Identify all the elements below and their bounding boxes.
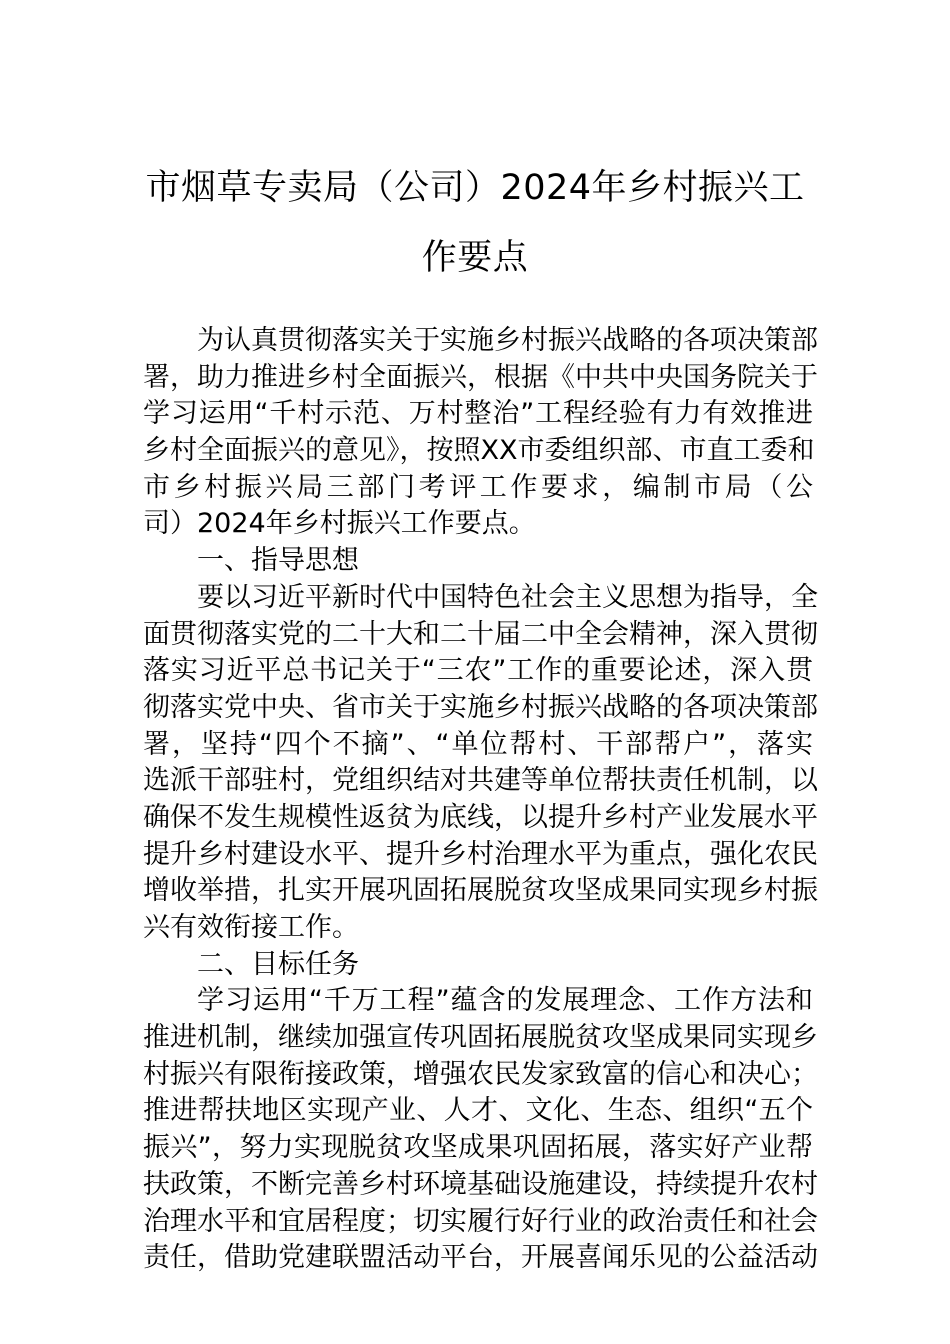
target-tasks-line: 推进帮扶地区实现产业、人才、文化、生态、组织“五个 <box>143 1095 813 1127</box>
intro-paragraph-line: 为认真贯彻落实关于实施乡村振兴战略的各项决策部 <box>197 325 818 356</box>
target-tasks-line: 振兴”，努力实现脱贫攻坚成果巩固拓展，落实好产业帮 <box>143 1132 813 1164</box>
intro-paragraph-line: 署，助力推进乡村全面振兴，根据《中共中央国务院关于 <box>143 361 818 393</box>
guiding-thought-line: 确保不发生规模性返贫为底线，以提升乡村产业发展水平 <box>143 801 818 833</box>
target-tasks-line: 治理水平和宜居程度；切实履行好行业的政治责任和社会 <box>143 1205 818 1237</box>
intro-paragraph-line: 司）2024年乡村振兴工作要点。 <box>143 508 536 540</box>
document-title-line-2: 作要点 <box>421 238 529 278</box>
intro-paragraph-line: 乡村全面振兴的意见》，按照XX市委组织部、市直工委和 <box>143 435 815 467</box>
guiding-thought-line: 选派干部驻村，党组织结对共建等单位帮扶责任机制，以 <box>143 765 818 797</box>
intro-paragraph-line: 学习运用“千村示范、万村整治”工程经验有力有效推进 <box>143 398 813 430</box>
guiding-thought-line: 落实习近平总书记关于“三农”工作的重要论述，深入贯 <box>143 655 813 687</box>
target-tasks-line: 扶政策，不断完善乡村环境基础设施建设，持续提升农村 <box>143 1168 818 1200</box>
guiding-thought-line: 署，坚持“四个不摘”、“单位帮村、干部帮户”，落实 <box>143 728 813 760</box>
guiding-thought-line: 提升乡村建设水平、提升乡村治理水平为重点，强化农民 <box>143 838 818 870</box>
section-heading-target-tasks: 二、目标任务 <box>197 948 359 980</box>
target-tasks-line: 推进机制，继续加强宣传巩固拓展脱贫攻坚成果同实现乡 <box>143 1022 818 1054</box>
guiding-thought-line: 面贯彻落实党的二十大和二十届二中全会精神，深入贯彻 <box>143 618 818 650</box>
section-heading-guiding-thought: 一、指导思想 <box>197 545 359 577</box>
guiding-thought-line: 要以习近平新时代中国特色社会主义思想为指导，全 <box>197 581 818 613</box>
guiding-thought-line: 兴有效衔接工作。 <box>143 912 359 943</box>
document-body <box>143 323 818 1277</box>
target-tasks-line: 村振兴有限衔接政策，增强农民发家致富的信心和决心； <box>143 1058 818 1090</box>
target-tasks-line: 责任，借助党建联盟活动平台，开展喜闻乐见的公益活动 <box>143 1242 818 1274</box>
document-title-line-1: 市烟草专卖局（公司）2024年乡村振兴工 <box>145 168 805 208</box>
guiding-thought-line: 彻落实党中央、省市关于实施乡村振兴战略的各项决策部 <box>143 691 818 723</box>
guiding-thought-line: 增收举措，扎实开展巩固拓展脱贫攻坚成果同实现乡村振 <box>143 875 818 907</box>
intro-paragraph-line: 市乡村振兴局三部门考评工作要求，编制市局（公 <box>143 471 813 503</box>
target-tasks-line: 学习运用“千万工程”蕴含的发展理念、工作方法和 <box>197 985 813 1017</box>
